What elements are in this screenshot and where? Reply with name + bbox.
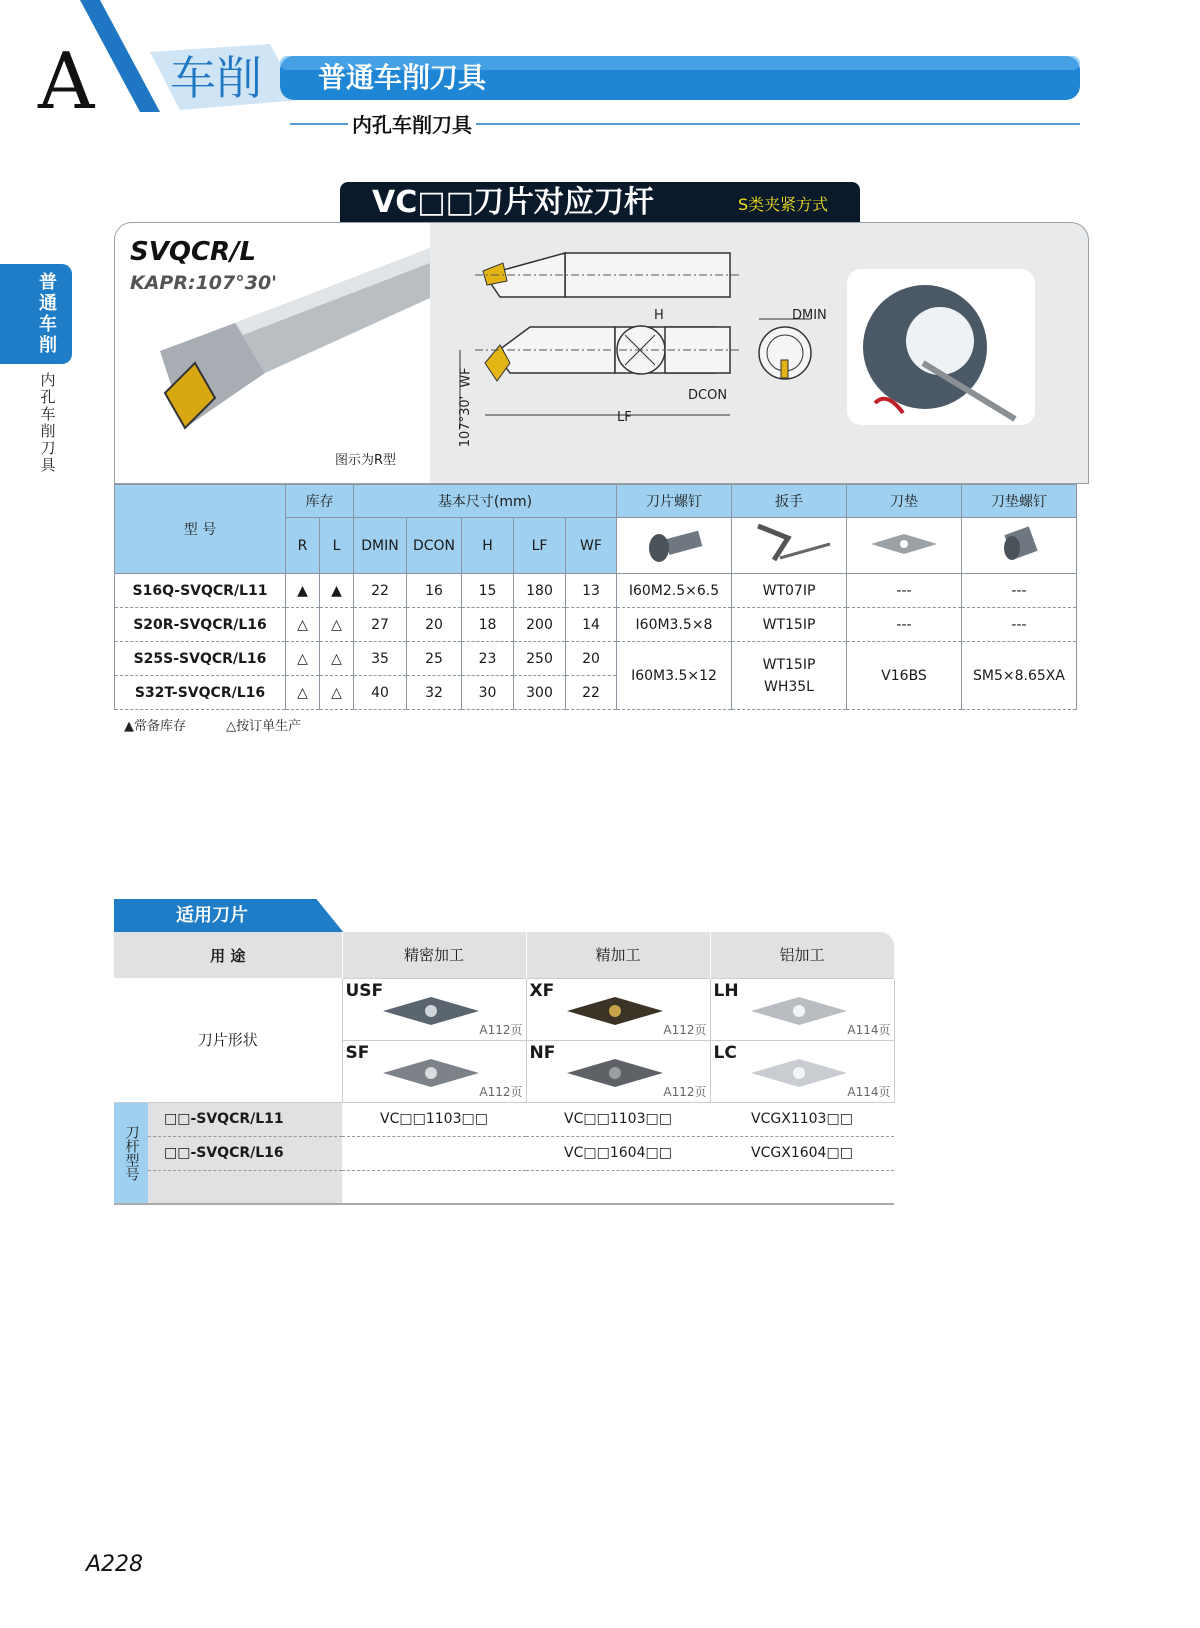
section-title: 车削: [170, 51, 262, 105]
insert-cell[interactable]: [526, 978, 710, 1040]
row-shim: ---: [847, 608, 962, 642]
row-wf: 13: [566, 574, 617, 608]
holder-name: □□-SVQCR/L11: [148, 1102, 342, 1136]
header-stock: 库存: [286, 485, 354, 518]
holder-name: □□-SVQCR/L16: [148, 1136, 342, 1170]
header-screw: 刀片螺钉: [617, 485, 732, 518]
holder-empty: [526, 1170, 710, 1204]
row-wf: 22: [566, 676, 617, 710]
header-shim: 刀垫: [847, 485, 962, 518]
row-lf: 300: [514, 676, 566, 710]
product-title: VC□□刀片对应刀杆: [372, 185, 654, 220]
row-h: 18: [462, 608, 514, 642]
row-l: ▲: [320, 574, 354, 608]
row-shim-screw: ---: [962, 574, 1077, 608]
row-model: S25S-SVQCR/L16: [115, 642, 286, 676]
insert-cell[interactable]: [342, 978, 526, 1040]
stock-legend: [124, 719, 301, 735]
insert-code: LH: [713, 980, 739, 1001]
usage-label: 用 途: [114, 932, 342, 978]
row-r: △: [286, 608, 320, 642]
row-wrench: WT07IP: [732, 574, 847, 608]
holder-empty: [710, 1170, 894, 1204]
holder-insert: VCGX1604□□: [710, 1136, 894, 1170]
insert-code: NF: [529, 1042, 556, 1063]
insert-code: SF: [345, 1042, 370, 1063]
row-model: S16Q-SVQCR/L11: [115, 574, 286, 608]
holder-empty: [342, 1170, 526, 1204]
row-h: 23: [462, 642, 514, 676]
row-dmin: 40: [354, 676, 407, 710]
product-kapr: KAPR:107°30': [130, 272, 277, 294]
screw-icon: [639, 524, 709, 564]
wrench-icon: [744, 520, 834, 568]
dim-label-dcon: DCON: [688, 388, 728, 403]
col-h: H: [462, 518, 514, 574]
end-view-insert-icon: [781, 360, 788, 378]
insert-page: A114页: [847, 1022, 891, 1037]
row-h: 30: [462, 676, 514, 710]
col-dcon: DCON: [407, 518, 462, 574]
inserts-tab-label: 适用刀片: [176, 905, 248, 926]
row-shim: ---: [847, 574, 962, 608]
insert-sf-icon: [381, 1055, 481, 1089]
shim-screw-image: [962, 518, 1077, 574]
holder-insert: VCGX1103□□: [710, 1102, 894, 1136]
row-model: S32T-SVQCR/L16: [115, 676, 286, 710]
row-dcon: 16: [407, 574, 462, 608]
merged-screw: I60M3.5×12: [617, 642, 732, 710]
side-label: 内孔车削刀具: [40, 371, 56, 474]
row-dcon: 20: [407, 608, 462, 642]
table-row: [115, 608, 1077, 642]
row-dcon: 25: [407, 642, 462, 676]
row-dcon: 32: [407, 676, 462, 710]
top-view-insert-icon: [483, 263, 507, 285]
holder-insert: VC□□1103□□: [342, 1102, 526, 1136]
row-dmin: 35: [354, 642, 407, 676]
insert-page: A112页: [663, 1084, 707, 1099]
inserts-table: [114, 932, 895, 1205]
screw-image: [617, 518, 732, 574]
col-wf: WF: [566, 518, 617, 574]
insert-cell[interactable]: [710, 1040, 894, 1102]
row-screw: I60M2.5×6.5: [617, 574, 732, 608]
spec-table: [114, 484, 1077, 710]
workpiece-bore: [906, 307, 974, 375]
row-lf: 200: [514, 608, 566, 642]
merged-wrench-2: WH35L: [764, 678, 814, 695]
figure-note: 图示为R型: [335, 453, 397, 468]
holder-insert: [342, 1136, 526, 1170]
col-dmin: DMIN: [354, 518, 407, 574]
insert-cell[interactable]: [526, 1040, 710, 1102]
insert-code: LC: [713, 1042, 737, 1063]
table-row: [115, 574, 1077, 608]
product-model: SVQCR/L: [130, 237, 257, 267]
row-model: S20R-SVQCR/L16: [115, 608, 286, 642]
shim-screw-icon: [994, 522, 1044, 566]
row-wrench: WT15IP: [732, 608, 847, 642]
row-wf: 14: [566, 608, 617, 642]
holder-row: [114, 1136, 894, 1170]
side-tab-label: 普通车削: [39, 272, 57, 356]
row-wf: 20: [566, 642, 617, 676]
col-l: L: [320, 518, 354, 574]
category-aluminum: 铝加工: [710, 932, 894, 978]
insert-xf-icon: [565, 993, 665, 1027]
row-l: △: [320, 642, 354, 676]
insert-page: A112页: [663, 1022, 707, 1037]
clamp-type: S类夹紧方式: [738, 195, 829, 214]
insert-page: A114页: [847, 1084, 891, 1099]
row-r: △: [286, 676, 320, 710]
row-lf: 180: [514, 574, 566, 608]
col-lf: LF: [514, 518, 566, 574]
holder-label: 刀杆型号: [114, 1102, 148, 1204]
row-l: △: [320, 608, 354, 642]
insert-page: A112页: [479, 1084, 523, 1099]
row-dmin: 22: [354, 574, 407, 608]
insert-code: USF: [345, 980, 384, 1001]
holder-row-empty: [114, 1170, 894, 1204]
shim-image: [847, 518, 962, 574]
diagram-panel: [114, 222, 1089, 484]
insert-usf-icon: [381, 993, 481, 1027]
category-finishing: 精加工: [526, 932, 710, 978]
page-number: A228: [86, 1552, 144, 1577]
insert-code: XF: [529, 980, 555, 1001]
dim-label-h: H: [654, 308, 664, 323]
shim-icon: [869, 529, 939, 559]
row-h: 15: [462, 574, 514, 608]
insert-page: A112页: [479, 1022, 523, 1037]
row-lf: 250: [514, 642, 566, 676]
shape-label: 刀片形状: [114, 978, 342, 1102]
merged-wrench: [732, 642, 847, 710]
table-row: [115, 642, 1077, 676]
section-subtitle: 普通车削刀具: [318, 61, 487, 94]
merged-wrench-1: WT15IP: [762, 656, 816, 673]
dim-label-dmin: DMIN: [792, 308, 827, 323]
category-precision: 精密加工: [342, 932, 526, 978]
holder-insert: VC□□1103□□: [526, 1102, 710, 1136]
section-subtitle-2: 内孔车削刀具: [348, 112, 476, 138]
tool-drawing: [115, 223, 1089, 484]
wrench-image: [732, 518, 847, 574]
insert-cell[interactable]: [710, 978, 894, 1040]
dim-label-wf: WF: [458, 367, 474, 388]
row-r: ▲: [286, 574, 320, 608]
section-letter: A: [38, 37, 95, 127]
insert-nf-icon: [565, 1055, 665, 1089]
row-screw: I60M3.5×8: [617, 608, 732, 642]
insert-lh-icon: [749, 993, 849, 1027]
holder-empty: [148, 1170, 342, 1204]
merged-shim: V16BS: [847, 642, 962, 710]
holder-row: [114, 1102, 894, 1136]
insert-lc-icon: [749, 1055, 849, 1089]
row-shim-screw: ---: [962, 608, 1077, 642]
header-shim-screw: 刀垫螺钉: [962, 485, 1077, 518]
col-r: R: [286, 518, 320, 574]
row-r: △: [286, 642, 320, 676]
dim-label-lf: LF: [617, 410, 632, 425]
header-wrench: 扳手: [732, 485, 847, 518]
row-dmin: 27: [354, 608, 407, 642]
dim-label-angle: 107°30': [458, 395, 474, 448]
header-dims: 基本尺寸(mm): [354, 485, 617, 518]
holder-insert: VC□□1604□□: [526, 1136, 710, 1170]
row-l: △: [320, 676, 354, 710]
merged-shim-screw: SM5×8.65XA: [962, 642, 1077, 710]
legend-stock: ▲常备库存: [124, 719, 186, 734]
legend-order: △按订单生产: [226, 719, 302, 734]
header-model: 型 号: [115, 485, 286, 574]
insert-cell[interactable]: [342, 1040, 526, 1102]
